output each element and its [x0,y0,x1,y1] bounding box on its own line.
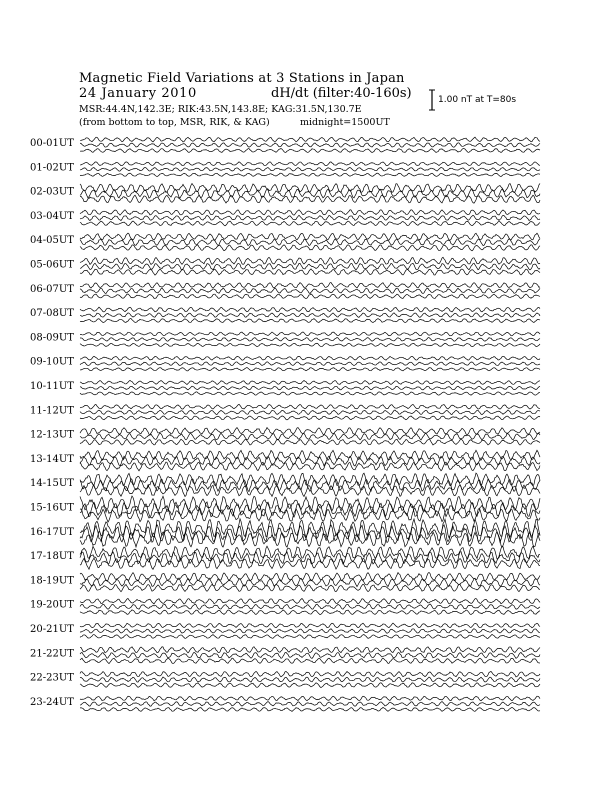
station-coordinates: MSR:44.4N,142.3E; RIK:43.5N,143.8E; KAG:31.5N,130.7E [79,104,362,115]
hour-label: 11-12UT [30,405,74,417]
hour-label: 06-07UT [30,283,74,295]
hour-label: 17-18UT [30,551,74,563]
trace-msr-06-07ut [80,294,540,299]
trace-kag-08-09ut [80,332,540,336]
trace-kag-13-14ut [80,450,540,460]
trace-rik-05-06ut [80,263,540,270]
trace-rik-21-22ut [80,652,540,658]
trace-rik-23-24ut [80,702,540,707]
trace-rik-08-09ut [80,338,540,342]
midnight-note: midnight=1500UT [300,117,390,128]
trace-msr-21-22ut [80,658,540,663]
trace-rik-14-15ut [80,479,540,492]
scale-label: 1.00 nT at T=80s [438,95,517,105]
hour-label: 12-13UT [30,429,74,441]
hour-label: 22-23UT [30,672,74,684]
hour-label: 18-19UT [30,575,74,587]
trace-kag-07-08ut [80,307,540,312]
trace-rik-07-08ut [80,313,540,318]
trace-rik-06-07ut [80,288,540,293]
trace-kag-04-05ut [80,233,540,240]
trace-msr-00-01ut [80,149,540,153]
trace-msr-12-13ut [80,439,540,445]
hour-label: 08-09UT [30,332,74,344]
trace-msr-20-21ut [80,634,540,638]
trace-kag-10-11ut [80,380,540,384]
hour-label: 21-22UT [30,648,74,660]
trace-msr-10-11ut [80,392,540,395]
trace-msr-03-04ut [80,221,540,226]
trace-msr-01-02ut [80,173,540,176]
trace-rik-17-18ut [80,552,540,565]
trace-msr-22-23ut [80,683,540,688]
trace-rik-20-21ut [80,629,540,634]
trace-kag-02-03ut [80,183,540,192]
hour-label: 20-21UT [30,624,74,635]
trace-rik-03-04ut [80,215,540,220]
chart-date: 24 January 2010 [79,86,197,101]
hour-label: 14-15UT [30,478,74,490]
trace-msr-04-05ut [80,245,540,251]
trace-kag-01-02ut [80,162,540,166]
trace-rik-02-03ut [80,189,540,198]
trace-rik-10-11ut [80,386,540,390]
hour-label: 19-20UT [30,599,74,611]
trace-msr-19-20ut [80,610,540,615]
trace-msr-05-06ut [80,269,540,275]
trace-msr-17-18ut [80,558,540,569]
trace-kag-09-10ut [80,356,540,360]
hour-label: 10-11UT [30,381,74,392]
trace-kag-05-06ut [80,257,540,264]
trace-rik-04-05ut [80,239,540,246]
trace-msr-08-09ut [80,343,540,346]
trace-kag-12-13ut [80,428,540,435]
trace-rik-13-14ut [80,456,540,466]
hour-label: 09-10UT [30,356,74,368]
trace-kag-00-01ut [80,137,540,142]
trace-rik-16-17ut [80,525,540,543]
hour-label: 03-04UT [30,210,74,222]
station-order-note: (from bottom to top, MSR, RIK, & KAG) [79,117,270,128]
hour-label: 04-05UT [30,235,74,247]
trace-kag-23-24ut [80,696,540,701]
hour-label: 07-08UT [30,308,74,320]
hour-label: 23-24UT [30,696,74,708]
trace-rik-09-10ut [80,362,540,366]
hour-label: 13-14UT [30,453,74,465]
hour-label: 15-16UT [30,502,74,514]
trace-msr-09-10ut [80,368,540,371]
trace-rik-01-02ut [80,167,540,171]
trace-kag-20-21ut [80,623,540,628]
trace-kag-21-22ut [80,647,540,653]
hour-label: 16-17UT [30,526,74,538]
hour-label: 02-03UT [30,186,74,198]
trace-msr-11-12ut [80,416,540,420]
filter-label: dH/dt (filter:40-160s) [271,86,412,101]
trace-kag-19-20ut [80,598,540,604]
trace-rik-11-12ut [80,410,540,415]
trace-msr-02-03ut [80,195,540,203]
trace-rik-00-01ut [80,143,540,147]
trace-rik-22-23ut [80,677,540,682]
hour-label: 05-06UT [30,259,74,271]
trace-kag-11-12ut [80,404,540,409]
trace-rik-19-20ut [80,604,540,609]
trace-kag-22-23ut [80,671,540,676]
trace-kag-06-07ut [80,283,540,289]
trace-msr-07-08ut [80,319,540,323]
hour-label: 01-02UT [30,162,74,174]
hour-label: 00-01UT [30,138,74,149]
chart-title: Magnetic Field Variations at 3 Stations in Japan [79,71,405,86]
trace-msr-23-24ut [80,707,540,711]
trace-kag-03-04ut [80,210,540,215]
